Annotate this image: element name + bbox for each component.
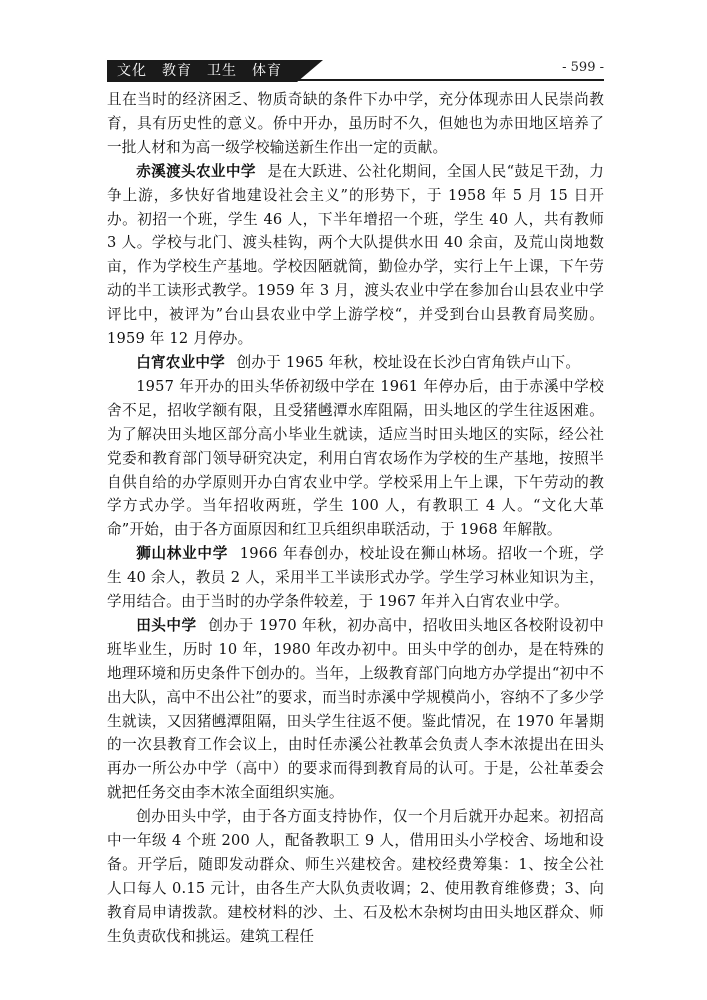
page-number: - 599 - [562,60,604,75]
body-text [107,88,604,949]
paragraph [107,351,604,375]
paragraph-title: 白宵农业中学 [136,353,225,371]
paragraph [107,160,604,351]
paragraph-text: 1966 年春创办，校址设在狮山林场。招收一个班，学生 40 余人，教员 2 人，采用半工半读形式办学。学生学习林业知识为主，学用结合。由于当时的办学条件较差，于 1967 年并入白宵农业中学。 [107,545,604,611]
paragraph-text: 是在大跃进、公社化期间，全国人民“鼓足干劲，力争上游，多快好省地建设社会主义”的形势下，于 1958 年 5 月 15 日开办。初招一个班，学生 46 人，下半年增招一个班，学生 40 人，共有教师 3 人。学校与北门、渡头桂钩，两个大队提供水田 40 余亩，及荒山岗地数亩，作为学校生产基地。学校因陋就简，勤俭办学，实行上午上课，下午劳动的半工读形式教学。1959 年 3 月，渡头农业中学在参加台山县农业中学评比中，被评为”台山县农业中学上游学校“，并受到台山县教育局奖励。1959 年 12 月停办。 [107,162,604,348]
paragraph-title: 田头中学 [136,616,197,634]
paragraph-text: 且在当时的经济困乏、物质奇缺的条件下办中学，充分体现赤田人民崇尚教育，具有历史性的意义。侨中开办，虽历时不久，但她也为赤田地区培养了一批人材和为高一级学校输送新生作出一定的贡献。 [107,91,604,156]
header-rule [107,79,604,81]
paragraph-text: 创办于 1965 年秋，校址设在长沙白宵角铁卢山下。 [236,353,581,371]
paragraph [107,614,604,805]
paragraph-title: 赤溪渡头农业中学 [136,162,256,180]
paragraph [107,88,604,160]
paragraph [107,375,604,542]
paragraph [107,542,604,614]
paragraph-text: 创办田头中学，由于各方面支持协作，仅一个月后就开办起来。初招高中一年级 4 个班 200 人，配备教职工 9 人，借用田头小学校舍、场地和设备。开学后，随即发动群众、师生兴建校舍。建校经费筹集：1、按全公社人口每人 0.15 元计，由各生产大队负责收调；2、使用教育维修费；3、向教育局申请拨款。建校材料的沙、土、石及松木杂树均由田头地区群众、师生负责砍伐和挑运。建筑工程任 [107,808,604,945]
paragraph-text: 1957 年开办的田头华侨初级中学在 1961 年停办后，由于赤溪中学校舍不足，招收学额有限，且受猪乸潭水库阻隔，田头地区的学生往返困难。为了解决田头地区部分高小毕业生就读，适应当时田头地区的实际，经公社党委和教育部门领导研究决定，利用白宵农场作为学校的生产基地，按照半自供自给的办学原则开办白宵农业中学。学校采用上午上课，下午劳动的教学方式办学。当年招收两班，学生 100 人，有教职工 4 人。“文化大革命”开始，由于各方面原因和红卫兵组织串联活动，于 1968 年解散。 [107,377,604,539]
paragraph [107,805,604,948]
section-title: 文化 教育 卫生 体育 [117,63,282,79]
paragraph-title: 狮山林业中学 [136,545,229,563]
paragraph-text: 创办于 1970 年秋，初办高中，招收田头地区各校附设初中班毕业生，历时 10 年，1980 年改办初中。田头中学的创办，是在特殊的地理环境和历史条件下创办的。当年，上级教育部门向地方办学提出“初中不出大队，高中不出公社”的要求，而当时赤溪中学规模尚小，容纳不了多少学生就读，又因猪乸潭阻隔，田头学生往返不便。鉴此情况，在 1970 年暑期的一次县教育工作会议上，由时任赤溪公社教革会负责人李木浓提出在田头再办一所公办中学（高中）的要求而得到教育局的认可。于是，公社革委会就把任务交由李木浓全面组织实施。 [107,616,604,802]
